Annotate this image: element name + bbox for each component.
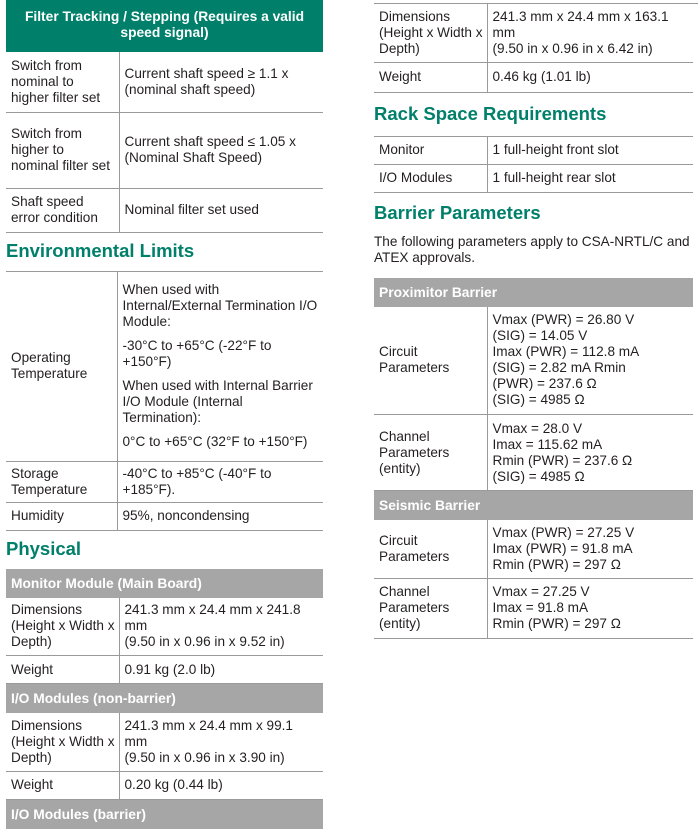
table-row — [6, 112, 323, 188]
param-line: (PWR) = 237.6 Ω — [492, 376, 597, 392]
table-row — [6, 598, 323, 656]
row-value: 0.46 kg (1.01 lb) — [487, 62, 693, 92]
physical-title: Physical — [6, 537, 82, 559]
row-value — [119, 713, 323, 771]
row-value: Nominal filter set used — [119, 188, 323, 232]
row-value — [487, 307, 693, 415]
operating-note-1: When used with Internal/External Termination I/O Module: — [122, 282, 318, 329]
row-value: Current shaft speed ≥ 1.1 x (nominal shaft speed) — [119, 52, 323, 112]
row-value — [119, 598, 323, 656]
io-barrier-header: I/O Modules (barrier) — [6, 800, 323, 829]
param-line: Vmax (PWR) = 27.25 V — [492, 524, 635, 540]
table-row — [374, 415, 693, 491]
param-line: (SIG) = 4985 Ω — [492, 392, 585, 408]
row-label: I/O Modules — [374, 164, 487, 192]
environmental-title: Environmental Limits — [6, 239, 195, 261]
filter-tracking-table — [6, 52, 323, 233]
row-label: Weight — [374, 62, 487, 92]
operating-range-2: 0°C to +65°C (32°F to +150°F) — [122, 434, 308, 449]
table-row — [374, 4, 693, 62]
io-non-barrier-header: I/O Modules (non-barrier) — [6, 684, 323, 713]
row-label: Shaft speed error condition — [6, 188, 119, 232]
row-label: Channel Parameters (entity) — [374, 415, 487, 491]
table-row — [6, 271, 323, 461]
param-line: Imax (PWR) = 91.8 mA — [492, 540, 633, 556]
row-value: 0.91 kg (2.0 lb) — [119, 656, 323, 684]
left-column — [6, 0, 323, 829]
dimensions-imperial: (9.50 in x 0.96 in x 9.52 in) — [124, 634, 285, 650]
row-value — [487, 4, 693, 62]
row-value — [487, 520, 693, 578]
row-value — [487, 578, 693, 638]
table-row — [374, 520, 693, 578]
row-label: Dimensions (Height x Width x Depth) — [374, 4, 487, 62]
table-row — [6, 713, 323, 771]
proximitor-barrier-table — [374, 307, 693, 492]
param-line: Imax = 115.62 mA — [492, 436, 603, 452]
param-line: (SIG) = 14.05 V — [492, 328, 588, 344]
row-label: Operating Temperature — [6, 271, 117, 461]
table-row — [374, 578, 693, 638]
environmental-table — [6, 271, 323, 531]
table-row — [374, 307, 693, 415]
row-value: 95%, noncondensing — [117, 502, 323, 530]
operating-note-2: When used with Internal Barrier I/O Module (Internal Termination): — [122, 378, 313, 425]
table-row — [6, 52, 323, 112]
row-value — [117, 271, 323, 461]
row-label: Switch from nominal to higher filter set — [6, 52, 119, 112]
row-label: Weight — [6, 771, 119, 799]
right-column — [374, 0, 693, 639]
row-value: 0.20 kg (0.44 lb) — [119, 771, 323, 799]
row-label: Humidity — [6, 502, 117, 530]
dimensions-imperial: (9.50 in x 0.96 in x 6.42 in) — [492, 40, 653, 56]
dimensions-metric: 241.3 mm x 24.4 mm x 241.8 mm — [124, 602, 301, 634]
monitor-module-header: Monitor Module (Main Board) — [6, 569, 323, 598]
dimensions-metric: 241.3 mm x 24.4 mm x 99.1 mm — [124, 717, 293, 749]
param-line: Imax = 91.8 mA — [492, 600, 589, 615]
param-line: (SIG) = 4985 Ω — [492, 468, 585, 484]
row-label: Circuit Parameters — [374, 307, 487, 415]
proximitor-barrier-header: Proximitor Barrier — [374, 278, 693, 307]
io-barrier-table — [374, 4, 693, 93]
param-line: Vmax (PWR) = 26.80 V — [492, 312, 635, 328]
row-label: Dimensions (Height x Width x Depth) — [6, 713, 119, 771]
row-label: Channel Parameters (entity) — [374, 578, 487, 638]
seismic-barrier-table — [374, 520, 693, 639]
row-label: Switch from higher to nominal filter set — [6, 112, 119, 188]
row-label: Monitor — [374, 136, 487, 164]
table-row — [374, 62, 693, 92]
table-row — [6, 188, 323, 232]
table-row — [374, 164, 693, 192]
barrier-title: Barrier Parameters — [374, 201, 541, 223]
row-value — [487, 415, 693, 491]
param-line: Vmax = 27.25 V — [492, 584, 590, 599]
operating-range-1: -30°C to +65°C (-22°F to +150°F) — [122, 338, 272, 369]
table-row — [6, 502, 323, 530]
row-value: 1 full-height front slot — [487, 136, 693, 164]
row-value: Current shaft speed ≤ 1.05 x (Nominal Shaft Speed) — [119, 112, 323, 188]
param-line: Rmin (PWR) = 297 Ω — [492, 616, 621, 631]
param-line: Rmin (PWR) = 237.6 Ω — [492, 452, 633, 468]
param-line: Imax (PWR) = 112.8 mA — [492, 344, 640, 360]
filter-tracking-header: Filter Tracking / Stepping (Requires a valid speed signal) — [6, 0, 323, 52]
row-label: Dimensions (Height x Width x Depth) — [6, 598, 119, 656]
dimensions-metric: 241.3 mm x 24.4 mm x 163.1 mm — [492, 8, 669, 40]
barrier-intro: The following parameters apply to CSA-NRTL/C and ATEX approvals. — [374, 233, 690, 265]
row-label: Storage Temperature — [6, 461, 117, 502]
table-row — [6, 461, 323, 502]
table-row — [374, 136, 693, 164]
row-label: Weight — [6, 656, 119, 684]
monitor-module-table — [6, 598, 323, 685]
rack-space-title: Rack Space Requirements — [374, 102, 607, 124]
io-non-barrier-table — [6, 713, 323, 800]
rack-space-table — [374, 136, 693, 193]
table-row — [6, 656, 323, 684]
row-value: -40°C to +85°C (-40°F to +185°F). — [117, 461, 323, 502]
table-row — [6, 771, 323, 799]
param-line: Vmax = 28.0 V — [492, 420, 583, 436]
row-value: 1 full-height rear slot — [487, 164, 693, 192]
seismic-barrier-header: Seismic Barrier — [374, 491, 693, 520]
param-line: (SIG) = 2.82 mA Rmin — [492, 360, 626, 376]
param-line: Rmin (PWR) = 297 Ω — [492, 556, 621, 572]
dimensions-imperial: (9.50 in x 0.96 in x 3.90 in) — [124, 749, 285, 765]
row-label: Circuit Parameters — [374, 520, 487, 578]
